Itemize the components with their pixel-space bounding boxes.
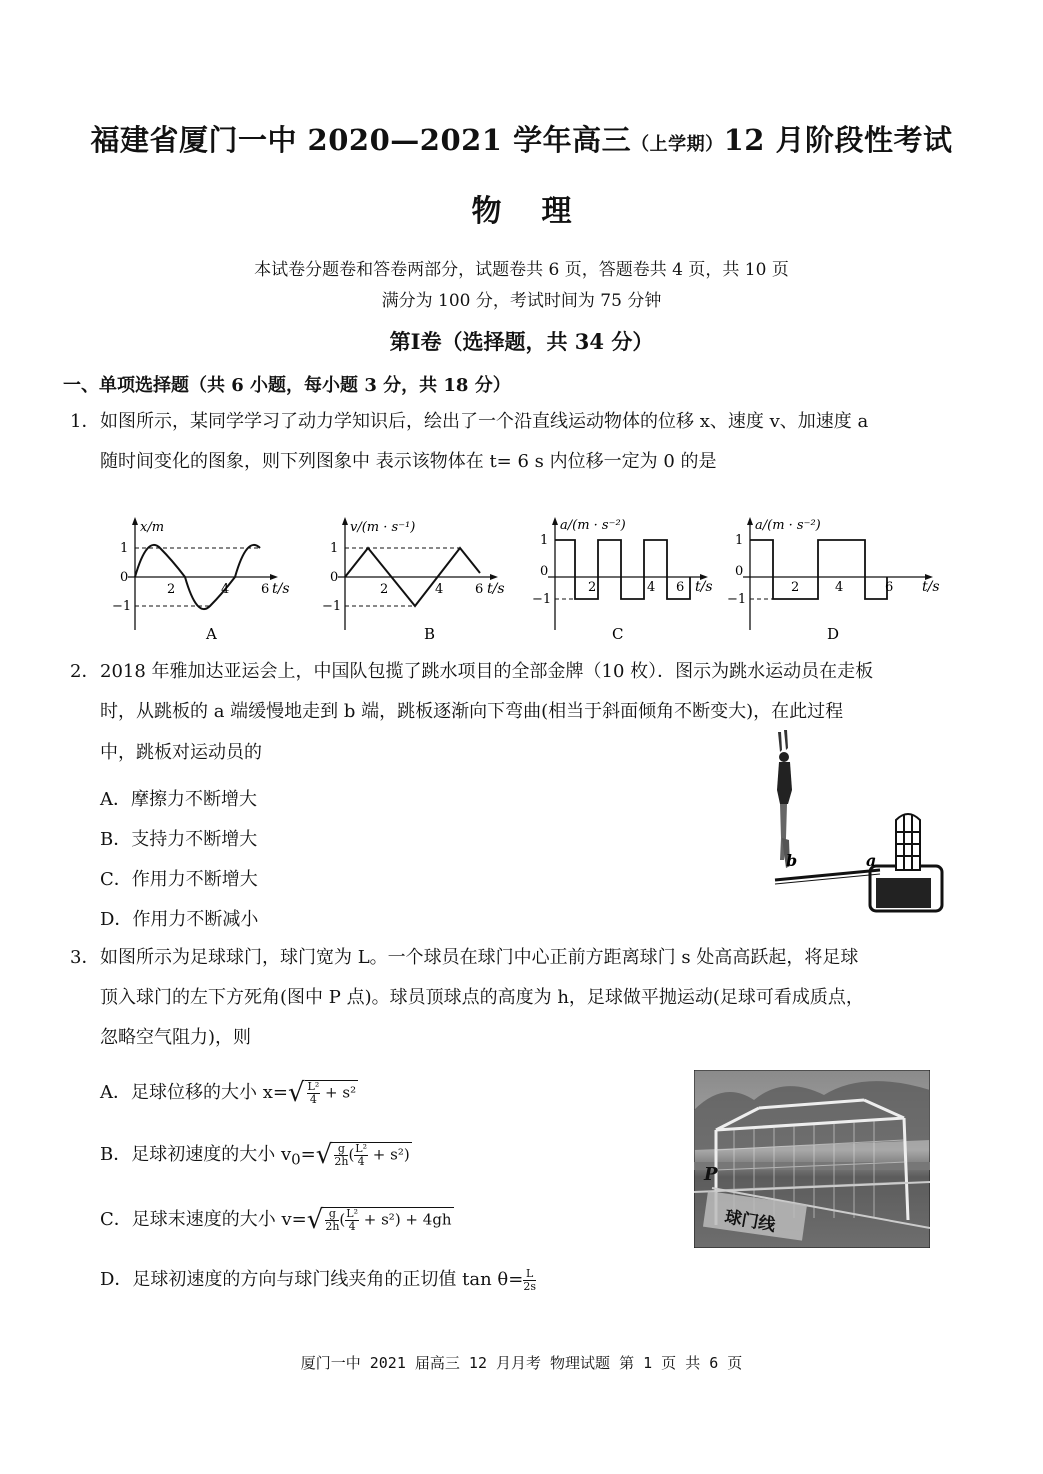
q3-number: 3． bbox=[70, 947, 100, 968]
graph-c-ylabel: a/(m · s⁻²) bbox=[560, 518, 626, 533]
graph-c-xtick-2: 2 bbox=[588, 580, 597, 595]
graph-b-label: B bbox=[424, 625, 436, 643]
graph-d-xtick-2: 2 bbox=[791, 580, 800, 595]
exam-title bbox=[0, 118, 1043, 159]
title-main: 福建省厦门一中 2020—2021 学年高三 bbox=[90, 123, 632, 157]
q3-option-c-text: C．足球末速度的大小 v= bbox=[100, 1209, 307, 1230]
q3-line-2: 顶入球门的左下方死角(图中 P 点)。球员顶球点的高度为 h，足球做平抛运动(足球可看成质点， bbox=[100, 987, 864, 1008]
graph-a-ytick-1: 1 bbox=[120, 541, 129, 556]
subject-title: 物理 bbox=[471, 194, 612, 229]
graph-b-ytick-1: 1 bbox=[330, 541, 339, 556]
q3-line-1: 如图所示为足球球门，球门宽为 L。一个球员在球门中心正前方距离球门 s 处高高跃起，将足球 bbox=[100, 947, 859, 968]
q3-option-a-text: A．足球位移的大小 x= bbox=[100, 1082, 288, 1103]
graph-d-ylabel: a/(m · s⁻²) bbox=[755, 518, 821, 533]
graph-d-ytick-1: 1 bbox=[735, 533, 744, 548]
graph-c-xtick-4: 4 bbox=[647, 580, 656, 595]
graph-d bbox=[725, 515, 950, 650]
graph-c-label: C bbox=[612, 625, 624, 643]
graph-b-ytick-0: 0 bbox=[330, 570, 339, 585]
q3-option-b-text: B．足球初速度的大小 v bbox=[100, 1144, 292, 1165]
q3-option-d-num: L bbox=[523, 1268, 536, 1281]
diver-silhouette bbox=[777, 730, 792, 868]
graph-b bbox=[320, 515, 515, 650]
graph-b-xtick-2: 2 bbox=[380, 582, 389, 597]
title-paren: （上学期） bbox=[631, 134, 724, 155]
q2-option-b: B．支持力不断增大 bbox=[100, 829, 258, 850]
graph-b-xtick-6: 6 bbox=[475, 582, 484, 597]
graph-d-ytick-0: 0 bbox=[735, 564, 744, 579]
graph-b-ytick-neg1: −1 bbox=[322, 599, 342, 614]
q2-option-d: D．作用力不断减小 bbox=[100, 909, 259, 930]
graph-d-xtick-6: 6 bbox=[885, 580, 894, 595]
q2-number: 2． bbox=[70, 661, 100, 682]
q2-line-3: 中，跳板对运动员的 bbox=[100, 742, 262, 763]
graph-c-ytick-1: 1 bbox=[540, 533, 549, 548]
graph-c-ytick-0: 0 bbox=[540, 564, 549, 579]
q3-option-b-sub: 0 bbox=[291, 1150, 301, 1169]
q2-line-1: 2018 年雅加达亚运会上，中国队包揽了跳水项目的全部金牌（10 枚）．图示为跳水运动员在走板 bbox=[100, 661, 874, 682]
graph-b-ylabel: v/(m · s⁻¹) bbox=[350, 520, 416, 535]
graph-a bbox=[110, 515, 290, 650]
graph-a-ylabel: x/m bbox=[140, 520, 165, 535]
q3-option-d-den: 2s bbox=[523, 1279, 537, 1293]
q2-option-c: C．作用力不断增大 bbox=[100, 869, 258, 890]
graph-d-label: D bbox=[827, 625, 840, 643]
title-tail: 12 月阶段性考试 bbox=[723, 123, 953, 157]
q2-option-a: A．摩擦力不断增大 bbox=[100, 789, 257, 810]
graph-b-xlabel: t/s bbox=[487, 581, 505, 597]
volume-title: 第Ⅰ卷（选择题，共 34 分） bbox=[389, 329, 654, 354]
page-footer: 厦门一中 2021 届高三 12 月月考 物理试题 第 1 页 共 6 页 bbox=[300, 1354, 743, 1372]
soccer-goal-photo bbox=[694, 1070, 930, 1248]
graph-c-xlabel: t/s bbox=[695, 579, 713, 595]
q3-line-3: 忽略空气阻力)，则 bbox=[100, 1027, 252, 1048]
goal-line-label: 球门线 bbox=[723, 1207, 777, 1236]
q3-option-c: C．足球末速度的大小 v=√ $\frac{g}{2h}$ ( $\frac{\text{L²}}{4}$ + s²) + 4gh bbox=[100, 1205, 452, 1235]
q2-line-2: 时，从跳板的 a 端缓慢地走到 b 端，跳板逐渐向下弯曲(相当于斜面倾角不断变大)，在此过程 bbox=[100, 701, 844, 722]
info-line-2: 满分为 100 分，考试时间为 75 分钟 bbox=[381, 291, 662, 311]
label-a: a bbox=[866, 851, 877, 870]
graph-d-ytick-neg1: −1 bbox=[727, 592, 747, 607]
q1-line-2: 随时间变化的图象，则下列图象中 表示该物体在 t= 6 s 内位移一定为 0 的是 bbox=[100, 451, 717, 472]
graph-d-xtick-4: 4 bbox=[835, 580, 844, 595]
info-line-1: 本试卷分题卷和答卷两部分，试题卷共 6 页，答题卷共 4 页，共 10 页 bbox=[254, 260, 789, 280]
graph-a-xtick-6: 6 bbox=[261, 582, 270, 597]
q3-option-d bbox=[100, 1265, 536, 1293]
graph-c-ytick-neg1: −1 bbox=[532, 592, 552, 607]
section-heading: 一、单项选择题（共 6 小题，每小题 3 分，共 18 分） bbox=[63, 375, 511, 396]
graph-b-xtick-4: 4 bbox=[435, 582, 444, 597]
q3-option-a: A．足球位移的大小 x=√ $\frac{\text{L²}}{4}$ + s² bbox=[100, 1078, 357, 1108]
q3-option-d-text: D．足球初速度的方向与球门线夹角的正切值 tan θ= bbox=[100, 1269, 524, 1290]
graph-a-xtick-2: 2 bbox=[167, 582, 176, 597]
q3-option-b: B．足球初速度的大小 $v_0=√$ $\frac{g}{2h}$ ( $\frac{\text{L²}}{4}$ + s²) bbox=[100, 1140, 410, 1170]
graph-a-ytick-neg1: −1 bbox=[112, 599, 132, 614]
graph-a-xtick-4: 4 bbox=[221, 582, 230, 597]
diving-board-figure bbox=[770, 728, 945, 913]
graph-a-ytick-0: 0 bbox=[120, 570, 129, 585]
q1-number: 1． bbox=[70, 411, 100, 432]
graph-c-xtick-6: 6 bbox=[676, 580, 685, 595]
q1-line-1: 如图所示，某同学学习了动力学知识后，绘出了一个沿直线运动物体的位移 x、速度 v、加速度 a bbox=[100, 411, 869, 432]
graph-a-label: A bbox=[206, 625, 217, 643]
graph-c bbox=[530, 515, 725, 650]
label-b: b bbox=[786, 851, 798, 870]
graph-a-xlabel: t/s bbox=[272, 581, 290, 597]
label-p: P bbox=[704, 1164, 718, 1185]
graph-d-xlabel: t/s bbox=[922, 579, 940, 595]
